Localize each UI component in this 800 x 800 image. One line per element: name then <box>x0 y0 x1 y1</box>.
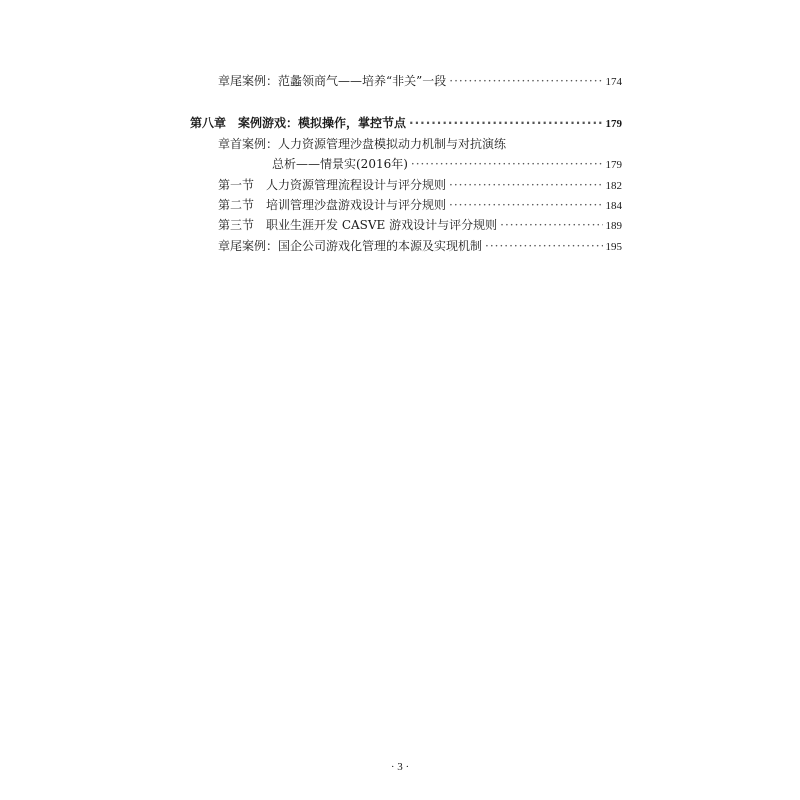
toc-chapter-page: 179 <box>605 118 622 130</box>
toc-section-title: 第三节 职业生涯开发 CASVE 游戏设计与评分规则 <box>218 218 498 232</box>
toc-section-entry <box>218 177 622 194</box>
dot-leader <box>449 177 602 193</box>
toc-chapter-title: 第八章 案例游戏：模拟操作，掌控节点 <box>190 116 407 130</box>
toc-entry-continuation <box>272 156 622 173</box>
toc-entry-title: 章尾案例：国企公司游戏化管理的本源及实现机制 <box>218 239 483 253</box>
toc-entry <box>218 136 622 152</box>
toc-entry <box>218 238 622 255</box>
page-number: · 3 · <box>390 761 410 773</box>
toc-section-page: 182 <box>605 180 622 192</box>
toc-section-page: 184 <box>605 200 622 212</box>
toc-entry-page: 174 <box>605 76 622 88</box>
toc-section-title: 第一节 人力资源管理流程设计与评分规则 <box>218 178 447 192</box>
dot-leader <box>449 197 602 213</box>
toc-section-page: 189 <box>605 220 622 232</box>
toc-entry-page: 179 <box>605 159 622 171</box>
dot-leader <box>449 73 602 89</box>
toc-section-title: 第二节 培训管理沙盘游戏设计与评分规则 <box>218 198 447 212</box>
toc-entry-title: 章尾案例：范蠡领商气——培养“非关”一段 <box>218 74 447 88</box>
toc-chapter-entry <box>190 115 622 132</box>
dot-leader <box>500 217 602 233</box>
toc-entry-title: 章首案例：人力资源管理沙盘模拟动力机制与对抗演练 <box>218 137 507 151</box>
dot-leader <box>411 156 603 172</box>
dot-leader <box>485 238 602 254</box>
toc-entry-page: 195 <box>605 241 622 253</box>
toc-entry-title: 总析——情景实(2016年) <box>272 157 408 171</box>
toc-section-entry <box>218 217 622 234</box>
toc-entry <box>218 73 622 90</box>
toc-section-entry <box>218 197 622 214</box>
dot-leader <box>409 115 602 131</box>
